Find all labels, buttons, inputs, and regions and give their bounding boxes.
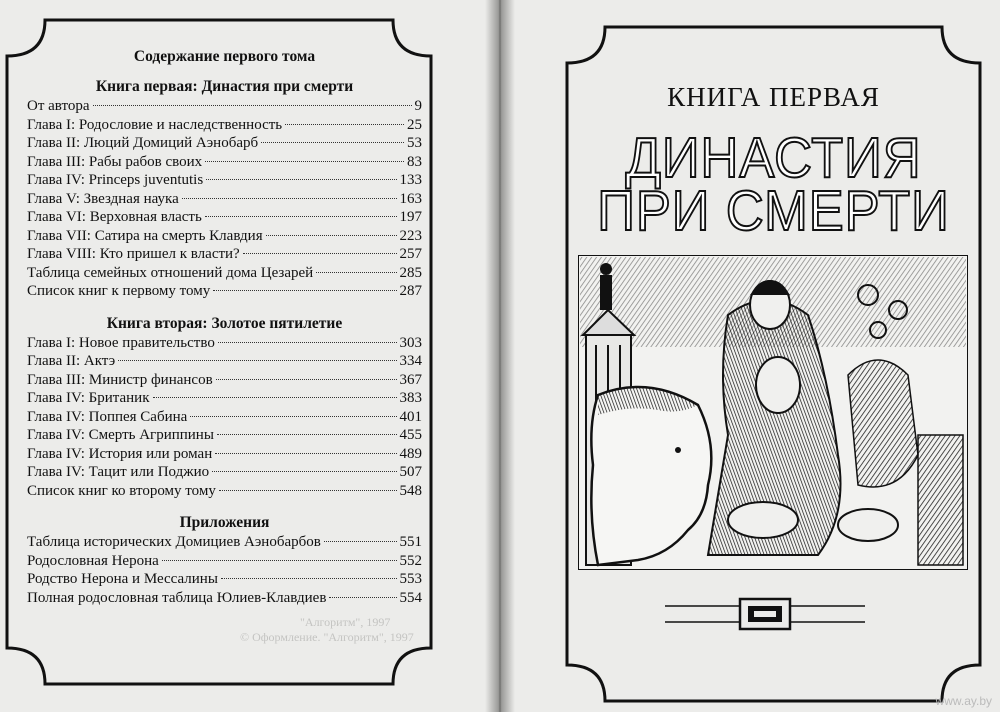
toc-entry-page: 383 bbox=[399, 390, 422, 406]
toc-entry bbox=[27, 191, 422, 210]
toc-entry bbox=[27, 135, 422, 154]
toc-entry-page: 489 bbox=[399, 445, 422, 462]
dot-leader bbox=[213, 290, 396, 291]
toc-entry-title: Родословная Нерона bbox=[27, 552, 159, 569]
toc-entry-title: Таблица семейных отношений дома Цезарей bbox=[27, 264, 314, 281]
dot-leader bbox=[205, 161, 404, 162]
dot-leader bbox=[205, 216, 397, 217]
dot-leader bbox=[93, 105, 412, 106]
engraving-illustration bbox=[578, 255, 968, 570]
toc-entry-title: Глава I: Родословие и наследственность bbox=[27, 116, 283, 133]
dot-leader bbox=[217, 434, 397, 435]
toc-section-appendix bbox=[27, 514, 422, 608]
toc-entry bbox=[27, 446, 422, 465]
toc-entry bbox=[27, 553, 422, 572]
dot-leader bbox=[324, 541, 397, 542]
toc-entry bbox=[27, 372, 422, 391]
dot-leader bbox=[285, 124, 404, 125]
toc-heading: Содержание первого тома bbox=[133, 48, 316, 65]
toc-entry-title: Глава VI: Верховная власть bbox=[27, 209, 202, 225]
toc-entry-title: Таблица исторических Домициев Аэнобарбов bbox=[27, 534, 321, 550]
dot-leader bbox=[243, 253, 397, 254]
show-through-text: "Алгоритм", 1997 bbox=[300, 615, 391, 629]
dot-leader bbox=[182, 198, 397, 199]
toc-entry-page: 83 bbox=[407, 153, 422, 170]
toc-entry bbox=[27, 353, 422, 372]
toc-entry-title: Родство Нерона и Мессалины bbox=[27, 571, 218, 587]
toc-entry-title: Глава III: Министр финансов bbox=[27, 371, 213, 388]
toc-entry-page: 133 bbox=[399, 172, 422, 188]
dot-leader bbox=[261, 142, 404, 143]
toc-entry bbox=[27, 409, 422, 428]
toc-entry-title: Глава VII: Сатира на смерть Клавдия bbox=[27, 227, 263, 244]
toc-entry-page: 25 bbox=[407, 116, 422, 133]
dot-leader bbox=[153, 397, 397, 398]
toc-entry bbox=[27, 98, 422, 117]
toc-entry-title: Полная родословная таблица Юлиев-Клавдиев bbox=[27, 589, 327, 606]
book-label: КНИГА ПЕРВАЯ bbox=[667, 82, 880, 112]
toc-entry bbox=[27, 390, 422, 409]
toc-entry-page: 367 bbox=[399, 371, 422, 388]
section-title: Приложения bbox=[179, 514, 270, 531]
toc-entry bbox=[27, 427, 422, 446]
toc-entry-page: 401 bbox=[399, 408, 422, 425]
toc-entry-title: Список книг к первому тому bbox=[27, 283, 211, 299]
toc-entry-title: Глава IV: Поппея Сабина bbox=[27, 408, 188, 425]
toc-entry-title: Глава III: Рабы рабов своих bbox=[27, 153, 203, 170]
dot-leader bbox=[218, 342, 397, 343]
toc-entry-title: Глава VIII: Кто пришел к власти? bbox=[27, 246, 240, 262]
dot-leader bbox=[216, 379, 397, 380]
toc-entry-page: 455 bbox=[399, 427, 422, 443]
toc-entry bbox=[27, 154, 422, 173]
toc-entry bbox=[27, 117, 422, 136]
book-title-line1: ДИНАСТИЯ bbox=[625, 126, 922, 190]
toc-entry-page: 507 bbox=[399, 464, 422, 480]
toc-entry-page: 548 bbox=[399, 482, 422, 499]
toc-entry-page: 553 bbox=[399, 571, 422, 587]
toc-entry-page: 285 bbox=[399, 264, 422, 281]
toc-entry-title: Глава IV: Тацит или Поджио bbox=[27, 464, 210, 480]
toc-entry bbox=[27, 335, 422, 354]
section-title: Книга первая: Династия при смерти bbox=[95, 78, 354, 95]
toc-entry-page: 197 bbox=[399, 209, 422, 225]
watermark: www.ay.by bbox=[935, 694, 992, 708]
toc-entry bbox=[27, 534, 422, 553]
decorative-emblem-icon bbox=[660, 596, 870, 632]
toc-entry bbox=[27, 590, 422, 609]
toc-entry-page: 554 bbox=[399, 589, 422, 606]
toc-entry bbox=[27, 571, 422, 590]
toc-entry-page: 9 bbox=[414, 98, 422, 114]
toc-entry-page: 257 bbox=[399, 246, 422, 262]
dot-leader bbox=[219, 490, 397, 491]
toc-entry bbox=[27, 209, 422, 228]
toc-entry bbox=[27, 228, 422, 247]
dot-leader bbox=[162, 560, 397, 561]
toc-entry-page: 551 bbox=[399, 534, 422, 550]
show-through-text: © Оформление. "Алгоритм", 1997 bbox=[240, 630, 414, 644]
toc-entry bbox=[27, 265, 422, 284]
table-of-contents bbox=[27, 48, 422, 621]
toc-entry-title: Глава I: Новое правительство bbox=[27, 334, 215, 351]
toc-section-book-one bbox=[27, 78, 422, 302]
toc-entry-title: Глава V: Звездная наука bbox=[27, 190, 179, 207]
toc-entry-title: Глава IV: История или роман bbox=[27, 445, 213, 462]
toc-entry-title: Глава II: Актэ bbox=[27, 353, 116, 369]
dot-leader bbox=[221, 578, 397, 579]
toc-entry-title: Глава II: Люций Домиций Аэнобарб bbox=[27, 135, 259, 151]
dot-leader bbox=[329, 597, 396, 598]
toc-entry bbox=[27, 464, 422, 483]
dot-leader bbox=[212, 471, 396, 472]
toc-entry bbox=[27, 172, 422, 191]
toc-entry bbox=[27, 283, 422, 302]
toc-entry bbox=[27, 483, 422, 502]
toc-entry-title: Список книг ко второму тому bbox=[27, 482, 216, 499]
toc-entry-title: Глава IV: Princeps juventutis bbox=[27, 172, 204, 188]
dot-leader bbox=[206, 179, 396, 180]
dot-leader bbox=[215, 453, 396, 454]
dot-leader bbox=[118, 360, 396, 361]
book-title-line2: ПРИ СМЕРТИ bbox=[597, 179, 950, 243]
toc-section-book-two bbox=[27, 315, 422, 502]
toc-entry-title: От автора bbox=[27, 98, 90, 114]
dot-leader bbox=[266, 235, 397, 236]
toc-entry-page: 287 bbox=[399, 283, 422, 299]
toc-entry-page: 552 bbox=[399, 552, 422, 569]
toc-entry-page: 303 bbox=[399, 334, 422, 351]
toc-entry bbox=[27, 246, 422, 265]
book-gutter bbox=[485, 0, 515, 712]
dot-leader bbox=[316, 272, 396, 273]
toc-entry-page: 223 bbox=[399, 227, 422, 244]
toc-entry-page: 334 bbox=[399, 353, 422, 369]
toc-entry-title: Глава IV: Британик bbox=[27, 390, 150, 406]
dot-leader bbox=[190, 416, 396, 417]
toc-entry-page: 163 bbox=[399, 190, 422, 207]
toc-entry-title: Глава IV: Смерть Агриппины bbox=[27, 427, 214, 443]
toc-entry-page: 53 bbox=[407, 135, 422, 151]
section-title: Книга вторая: Золотое пятилетие bbox=[106, 314, 343, 332]
